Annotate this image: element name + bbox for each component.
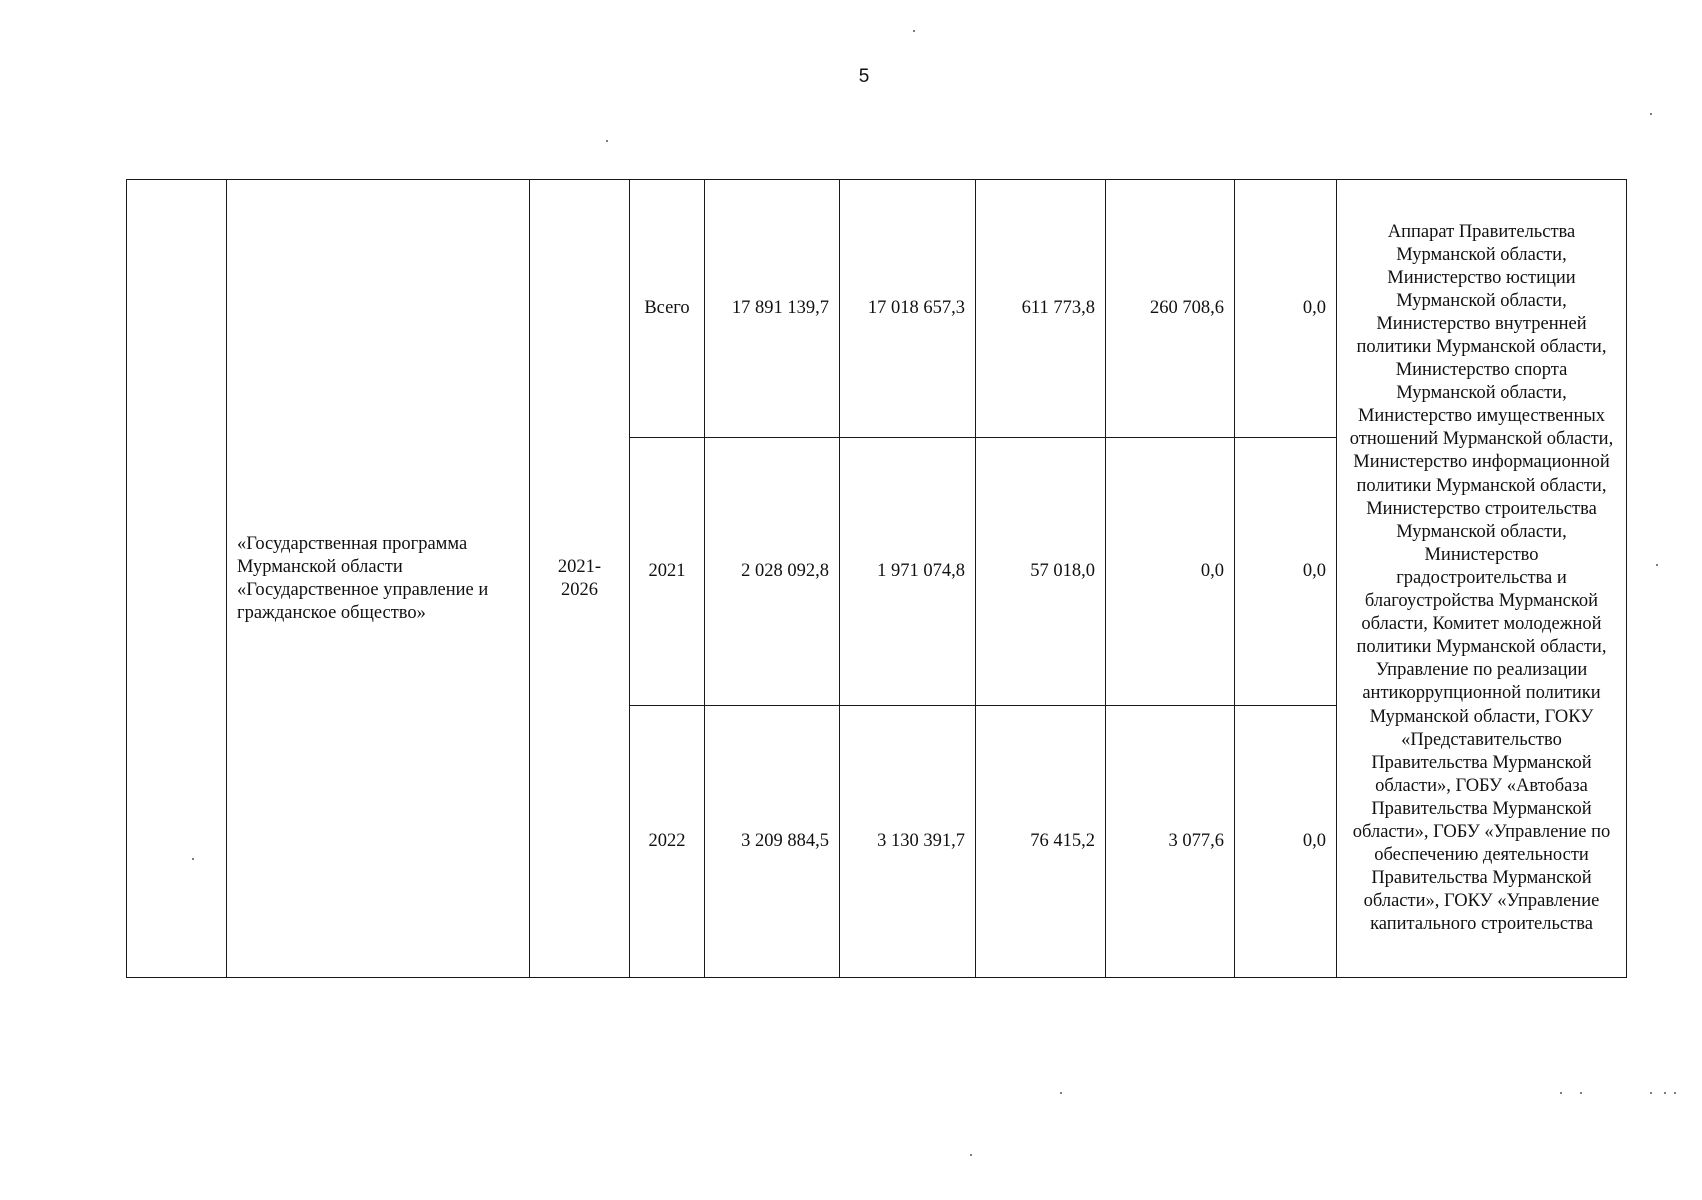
page-number: 5 [858,66,870,87]
federal-budget-cell: 611 773,8 [976,180,1106,438]
total-cell: 17 891 139,7 [705,180,840,438]
scan-speck [1650,1092,1652,1094]
federal-budget-cell: 57 018,0 [976,438,1106,706]
federal-budget-cell: 76 415,2 [976,706,1106,978]
funding-table [126,179,1627,978]
scan-speck [970,1154,972,1156]
scan-speck [1650,113,1652,115]
period-cell [530,180,630,978]
year-cell: 2021 [630,438,705,706]
program-name-cell: «Государственная программа Мурманской области «Государственное управление и гражданское общество» [227,180,530,978]
regional-budget-cell: 1 971 074,8 [840,438,976,706]
regional-budget-cell: 3 130 391,7 [840,706,976,978]
local-budget-cell: 3 077,6 [1106,706,1235,978]
scan-speck [1664,1092,1666,1094]
year-cell: Всего [630,180,705,438]
scan-speck [1580,1092,1582,1094]
total-cell: 2 028 092,8 [705,438,840,706]
year-cell: 2022 [630,706,705,978]
local-budget-cell: 0,0 [1106,438,1235,706]
scan-speck [1656,564,1658,566]
other-sources-cell: 0,0 [1235,438,1337,706]
scan-speck [913,30,915,32]
table-row [127,180,1627,438]
local-budget-cell: 260 708,6 [1106,180,1235,438]
scan-speck [1560,1092,1562,1094]
scan-speck [192,858,194,860]
row-number-cell [127,180,227,978]
scan-speck [1060,1092,1062,1094]
executors-cell: Аппарат Правительства Мурманской области, Министерство юстиции Мурманской области, Министерство внутренней политики Мурманской области, Министерство спорта Мурманской области, Министерство имущественных отношений Мурманской области, Министерство информационной политики Мурманской области, Министерство строительства Мурманской области, Министерство градостроительства и благоустройства Мурманской области, Комитет молодежной политики Мурманской области, Управление по реализации антикоррупционной политики Мурманской области, ГОКУ «Представительство Правительства Мурманской области», ГОБУ «Автобаза Правительства Мурманской области», ГОБУ «Управление по обеспечению деятельности Правительства Мурманской области», ГОКУ «Управление капитального строительства [1337,180,1627,978]
other-sources-cell: 0,0 [1235,706,1337,978]
scan-speck [606,140,608,142]
other-sources-cell: 0,0 [1235,180,1337,438]
scan-speck [1674,1092,1676,1094]
period-text: 2021- 2026 [557,556,602,600]
total-cell: 3 209 884,5 [705,706,840,978]
regional-budget-cell: 17 018 657,3 [840,180,976,438]
